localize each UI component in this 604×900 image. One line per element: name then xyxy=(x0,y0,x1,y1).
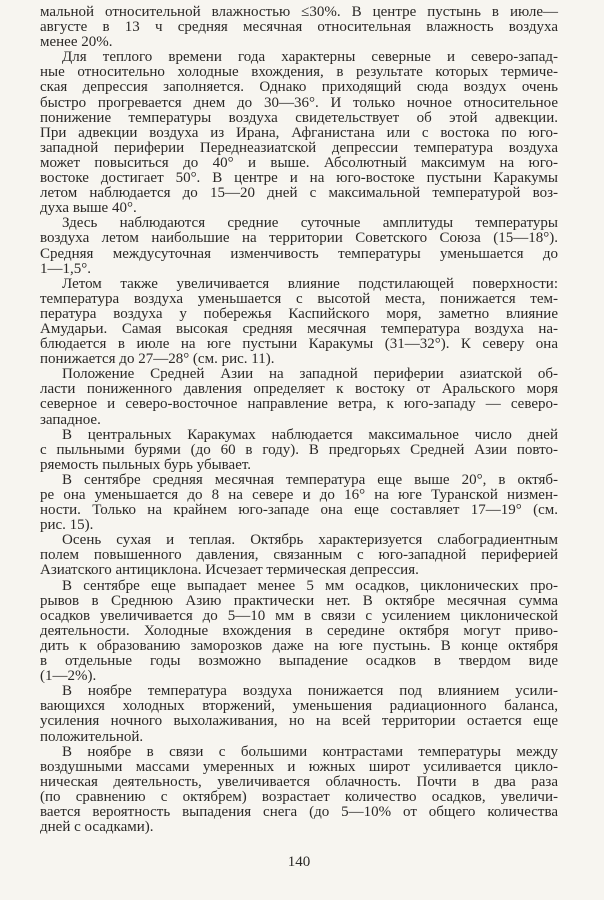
text-line: пература воздуха у побережья Каспийского моря, заметно влияние xyxy=(40,305,558,322)
text-line: менее 20%. xyxy=(40,34,113,51)
text-line: Амударьи. Самая высокая средняя месячная температура воздуха на- xyxy=(40,320,558,337)
text-line: дить к образованию заморозков даже на юге пустынь. В конце октября xyxy=(40,637,558,654)
text-line: В сентябре средняя месячная температура еще выше 20°, в октяб- xyxy=(62,471,558,488)
text-line: (по сравнению с октябрем) возрастает количество осадков, увеличи- xyxy=(40,788,558,805)
paragraph xyxy=(40,5,558,50)
text-line: понижается до 27—28° (см. рис. 11). xyxy=(40,351,275,368)
text-line: В ноябре температура воздуха понижается под влиянием усили- xyxy=(62,683,558,700)
text-line: ре она уменьшается до 8 на севере и до 16° на юге Туранской низмен- xyxy=(40,487,558,503)
text-line: Азиатского антициклона. Исчезает термическая депрессия. xyxy=(40,562,419,579)
text-line: рис. 15). xyxy=(40,517,94,534)
text-line: 1—1,5°. xyxy=(40,260,91,277)
text-line: В центральных Каракумах наблюдается максимальное число дней xyxy=(62,426,558,443)
text-line: августе в 13 ч средняя месячная относительная влажность воздуха xyxy=(40,19,558,36)
text-line: западное. xyxy=(40,411,101,428)
text-line: с пыльными бурями (до 60 в году). В предгорьях Средней Азии повто- xyxy=(40,441,558,458)
text-line: ническая деятельность, увеличивается облачность. Почти в два раза xyxy=(40,773,558,790)
text-line: температура воздуха уменьшается с высотой места, понижается тем- xyxy=(40,290,558,307)
paragraph xyxy=(40,745,558,836)
text-line: вающихся холодных вторжений, уменьшения радиационного баланса, xyxy=(40,698,558,715)
text-line: полем повышенного давления, связанным с юго-западной периферией xyxy=(40,547,558,564)
paragraph xyxy=(40,367,558,427)
paragraph xyxy=(40,216,558,276)
page-body xyxy=(40,5,558,835)
text-line: положительной. xyxy=(40,728,144,745)
text-line: воздуха летом наибольшие на территории Советского Союза (15—18°). xyxy=(40,230,558,247)
text-line: западной периферии Переднеазиатской депрессии температура воздуха xyxy=(40,139,558,156)
text-line: дней с осадками). xyxy=(40,819,154,836)
text-line: Для теплого времени года характерны северные и северо-запад- xyxy=(62,49,558,66)
text-line: Средняя междусуточная изменчивость температуры уменьшается до xyxy=(40,245,558,262)
text-line: воздушными массами умеренных и южных широт усиливается цикло- xyxy=(40,758,558,775)
text-line: Здесь наблюдаются средние суточные амплитуды температуры xyxy=(62,215,558,232)
text-line: (1—2%). xyxy=(40,668,97,685)
text-line: блюдается в июле на юге пустыни Каракумы (31—32°). К северу она xyxy=(40,336,558,353)
text-line: При адвекции воздуха из Ирана, Афганистана или с востока по юго- xyxy=(40,124,558,141)
text-line: рывов в Среднюю Азию практически нет. В октябре месячная сумма xyxy=(40,592,558,609)
text-line: летом наблюдается до 15—20 дней с максимальной температурой воз- xyxy=(40,185,558,202)
paragraph xyxy=(40,428,558,473)
text-line: вается вероятность выпадения снега (до 5—10% от общего количества xyxy=(40,803,558,820)
text-line: северное и северо-восточное направление ветра, к юго-западу — северо- xyxy=(40,396,558,413)
text-line: понижение температуры воздуха свидетельствует об этой адвекции. xyxy=(40,109,558,126)
text-line: осадков увеличивается до 5—10 мм в связи с усилением циклонической xyxy=(40,607,558,624)
text-line: ряемость пыльных бурь убывает. xyxy=(40,456,252,473)
text-line: В ноябре в связи с большими контрастами температуры между xyxy=(62,743,558,760)
text-line: духа выше 40°. xyxy=(40,200,137,217)
paragraph xyxy=(40,684,558,744)
text-line: мальной относительной влажностью ≤30%. В центре пустынь в июле— xyxy=(40,4,558,20)
text-line: В сентябре еще выпадает менее 5 мм осадков, циклонических про- xyxy=(62,577,558,594)
paragraph xyxy=(40,579,558,685)
paragraph xyxy=(40,473,558,533)
text-line: может повыситься до 40° и выше. Абсолютный максимум на юго- xyxy=(40,154,558,171)
text-line: деятельности. Холодные вхождения в середине октября могут приво- xyxy=(40,622,558,639)
page-number: 140 xyxy=(287,854,311,870)
text-line: ласти пониженного давления определяет к востоку от Аральского моря xyxy=(40,381,558,398)
text-line: ности. Только на крайнем юго-западе она еще составляет 17—19° (см. xyxy=(40,502,558,519)
text-line: в отдельные годы возможно выпадение осадков в твердом виде xyxy=(40,653,558,670)
text-line: ные относительно холодные вхождения, в результате которых термиче- xyxy=(40,64,558,81)
text-line: востоке достигает 50°. В центре и на юго-востоке пустыни Каракумы xyxy=(40,170,558,187)
text-line: Осень сухая и теплая. Октябрь характеризуется слабоградиентным xyxy=(62,532,558,549)
text-line: усиления ночного выхолаживания, но на всей территории остается еще xyxy=(40,713,558,730)
paragraph xyxy=(40,533,558,578)
text-line: быстро прогревается днем до 30—36°. И только ночное относительное xyxy=(40,94,558,111)
text-line: Положение Средней Азии на западной периферии азиатской об- xyxy=(62,366,558,383)
paragraph xyxy=(40,277,558,368)
paragraph xyxy=(40,50,558,216)
text-line: Летом также увеличивается влияние подстилающей поверхности: xyxy=(62,275,558,292)
text-line: ская депрессия заполняется. Однако приходящий сюда воздух очень xyxy=(40,79,558,96)
